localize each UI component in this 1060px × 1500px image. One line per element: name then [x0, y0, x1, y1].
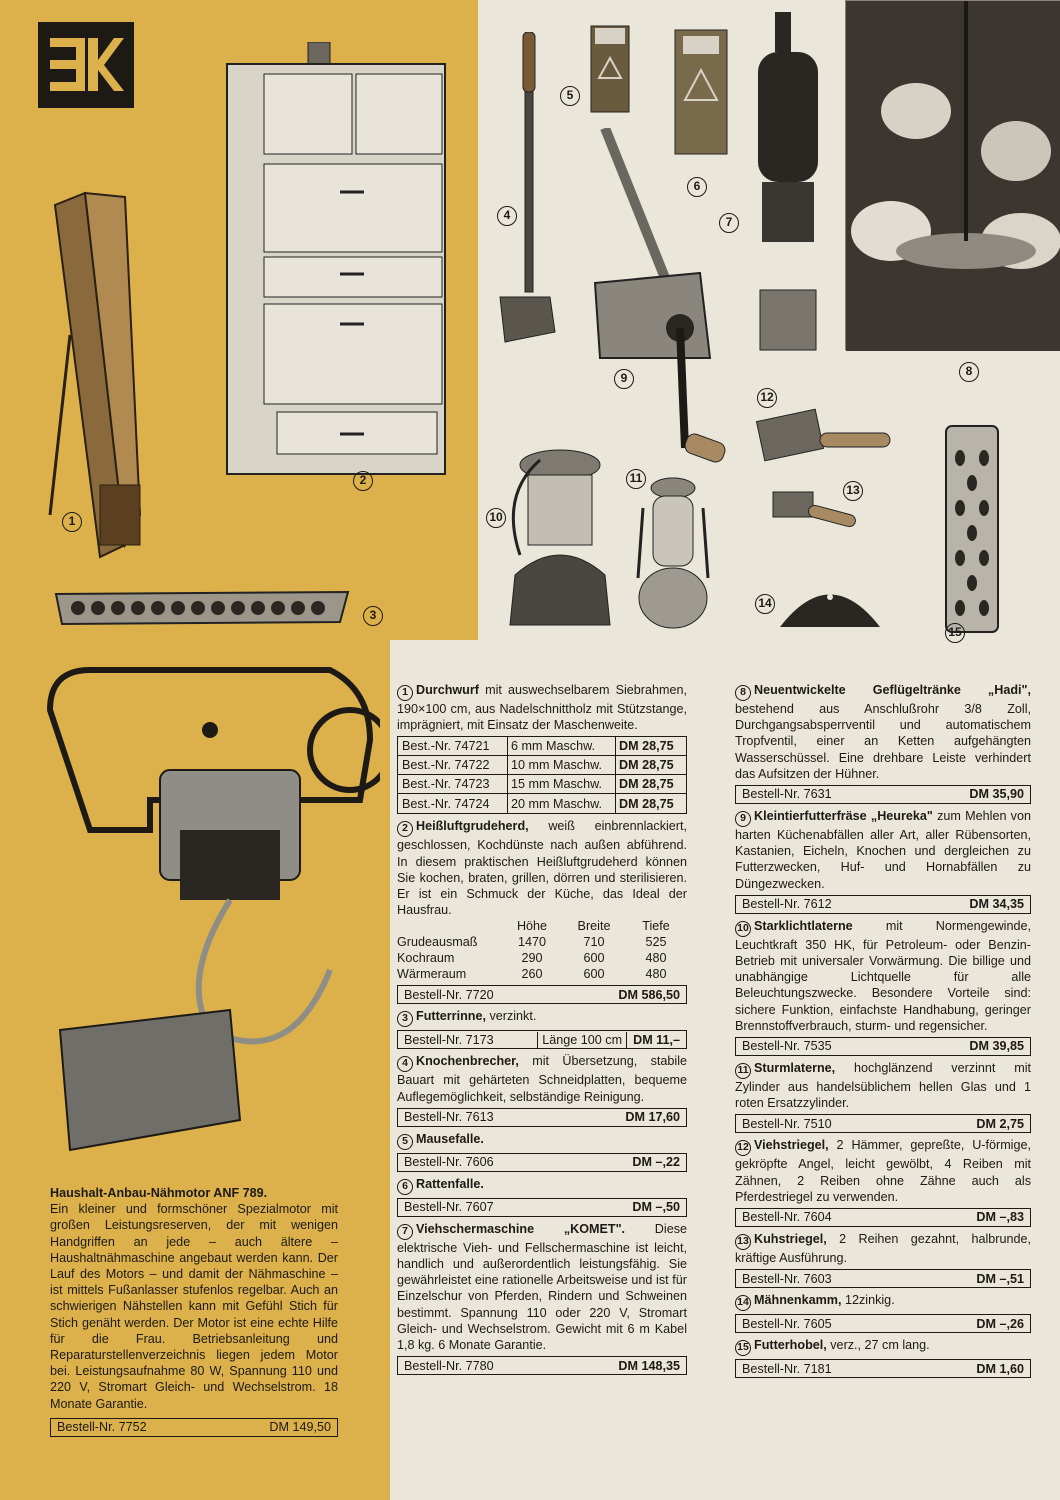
order-box: Bestell-Nr. 7780 DM 148,35: [397, 1356, 687, 1375]
item-11: 11 Sturmlaterne, hochglänzend verzinnt mit Zylinder aus handelsüblichem hellen Glas und 1 roten Ersatzzylinder. Bestell-Nr. 7510 DM 2,75: [735, 1060, 1031, 1133]
item-5: 5 Mausefalle. Bestell-Nr. 7606 DM –,22: [397, 1131, 687, 1172]
order-box: Bestell-Nr. 7606 DM –,22: [397, 1153, 687, 1172]
item-3: 3 Futterrinne, verzinkt. Bestell-Nr. 7173 Länge 100 cm DM 11,–: [397, 1008, 687, 1049]
item-15: 15 Futterhobel, verz., 27 cm lang. Bestell-Nr. 7181 DM 1,60: [735, 1337, 1031, 1378]
figure-label-13: 13: [843, 481, 863, 501]
order-box: Bestell-Nr. 7631 DM 35,90: [735, 785, 1031, 804]
order-box: Bestell-Nr. 7612 DM 34,35: [735, 895, 1031, 914]
right-column: [735, 682, 1031, 1381]
feed-trough-illustration: [48, 588, 358, 638]
price: DM 149,50: [269, 1420, 331, 1435]
item-6: 6 Rattenfalle. Bestell-Nr. 7607 DM –,50: [397, 1176, 687, 1217]
order-box: Bestell-Nr. 7535 DM 39,85: [735, 1037, 1031, 1056]
mane-comb-illustration: [775, 572, 885, 642]
figure-label-15: 15: [945, 623, 965, 643]
order-box: Bestell-Nr. 7720 DM 586,50: [397, 985, 687, 1004]
figure-label-1: 1: [62, 512, 82, 532]
motor-order-box: [50, 1418, 338, 1437]
order-box: Bestell-Nr. 7173 Länge 100 cm DM 11,–: [397, 1030, 687, 1049]
mouse-trap-illustration: [585, 18, 635, 118]
logo-mark-icon: [46, 30, 126, 100]
item-title: Heißluftgrudeherd,: [416, 819, 529, 834]
motor-section: [50, 1185, 338, 1440]
variant-row: Best.-Nr. 74723 15 mm Maschw. DM 28,75: [398, 775, 686, 794]
grater-illustration: [940, 418, 1005, 638]
sieve-frame-illustration: [30, 185, 150, 565]
dimensions-table: Höhe Breite Tiefe Grudeausmaß 1470 710 525 Kochraum 290 600 480 Wärmeraum 260 600 480: [397, 919, 670, 982]
order-box: Bestell-Nr. 7605 DM –,26: [735, 1314, 1031, 1333]
order-box: Bestell-Nr. 7604 DM –,83: [735, 1208, 1031, 1227]
poultry-drinker-image: [846, 1, 1060, 351]
figure-label-14: 14: [755, 594, 775, 614]
poultry-drinker-photo: [845, 0, 1060, 350]
figure-label-5: 5: [560, 86, 580, 106]
order-box: Bestell-Nr. 7603 DM –,51: [735, 1269, 1031, 1288]
bone-crusher-illustration: [495, 32, 565, 352]
variants-table: [397, 736, 687, 814]
figure-label-11: 11: [626, 469, 646, 489]
item-1: [397, 682, 687, 814]
storm-lantern-illustration: [633, 468, 713, 638]
item-title: Durchwurf: [416, 683, 479, 697]
motor-title: Haushalt-Anbau-Nähmotor ANF 789.: [50, 1186, 268, 1200]
variant-row: Best.-Nr. 74722 10 mm Maschw. DM 28,75: [398, 756, 686, 775]
middle-column: [397, 682, 687, 1378]
figure-label-4: 4: [497, 206, 517, 226]
figure-label-8: 8: [959, 362, 979, 382]
item-12: 12 Viehstriegel, 2 Hämmer, gepreßte, U-förmige, gekröpfte Angel, leicht gewölbt, 4 Reiben mit Zähnen, 2 Reiben ohne Zähne auch als Pferdestriegel zu verwenden. Bestell-Nr. 7604 DM –,83: [735, 1137, 1031, 1227]
item-8: 8 Neuentwickelte Geflügeltränke „Hadi", bestehend aus Anschlußrohr 3/8 Zoll, Durchgangsabsperrventil und automatischem Tropfventil, einer an Ketten aufgehängten Wasserschüssel. Eine drehbare Leiste verhindert das Aufsitzen der Hühner. Bestell-Nr. 7631 DM 35,90: [735, 682, 1031, 804]
figure-label-10: 10: [486, 508, 506, 528]
order-box: Bestell-Nr. 7607 DM –,50: [397, 1198, 687, 1217]
item-number: 1: [397, 685, 413, 701]
item-number: 2: [397, 821, 413, 837]
item-13: 13 Kuhstriegel, 2 Reihen gezahnt, halbrunde, kräftige Ausführung. Bestell-Nr. 7603 DM –,51: [735, 1231, 1031, 1288]
order-box: Bestell-Nr. 7613 DM 17,60: [397, 1108, 687, 1127]
item-2: [397, 818, 687, 1004]
item-7: 7 Viehschermaschine „KOMET". Diese elektrische Vieh- und Fellschermaschine ist leicht, handlich und außerordentlich leistungsfähig. Sie gewährleistet eine rationelle Arbeitsweise und ist für Einzelschur von Pferden, Rindern und Schweinen bestimmt. Spannung 110 oder 220 V, Stromart Gleich- und Wechselstrom. Gewicht mit 6 m Kabel 1,8 kg. 6 Monate Garantie. Bestell-Nr. 7780 DM 148,35: [397, 1221, 687, 1375]
item-text: mit auswechselbarem Siebrahmen, 190×100 cm, aus Nadelschnittholz mit Stützstange, imprägniert, mit Einsatz der Maschenweite.: [397, 683, 687, 733]
brand-logo: [38, 22, 134, 108]
figure-label-12: 12: [757, 388, 777, 408]
pressure-lantern-illustration: [500, 435, 620, 635]
curry-comb-illustration: [755, 405, 895, 475]
figure-label-2: 2: [353, 471, 373, 491]
item-9: 9 Kleintierfutterfräse „Heureka" zum Mehlen von harten Küchenabfällen aller Art, aller Rübensorten, Kastanien, Eicheln, Knochen und dergleichen zu Futterzwecken, Huf- und Hornabfällen zu Düngezwecken. Bestell-Nr. 7612 DM 34,35: [735, 808, 1031, 914]
motor-text: Ein kleiner und formschöner Spezialmotor mit großen Leistungsreserven, der mit wenigen Handgriffen an jede – auch ältere – Haushaltnähmaschine angebaut werden kann. Der Lauf des Motors – und damit der Nähmaschine – ist mittels Fußanlasser stufenlos regelbar. Auch an schwierigen Nähstellen kann mit Gefühl Stich für Stich genäht werden. Der Motor ist eine echte Hilfe für die Frau. Betriebsanleitung und Reparaturstellenverzeichnis liegen jedem Motor bei. Leistungsaufnahme 80 W, Spannung 110 und 220 V, Stromart Gleich- und Wechselstrom. 18 Monate Garantie.: [50, 1202, 338, 1411]
order-number: Bestell-Nr. 7752: [57, 1420, 147, 1435]
item-10: 10 Starklichtlaterne mit Normengewinde, Leuchtkraft 350 HK, für Petroleum- oder Benzin-Betrieb mit universaler Vorwärmung. Die billige und unabhängige Lichtquelle für alle Beleuchtungszwecke. Besondere Vorteile sind: sichere Funktion, einfachste Handhabung, geringer Brennstoffverbrauch, sturm- und regensicher. Bestell-Nr. 7535 DM 39,85: [735, 918, 1031, 1056]
clipper-illustration: [750, 12, 830, 352]
item-4: 4 Knochenbrecher, mit Übersetzung, stabile Bauart mit gehärteten Schneidplatten, bequeme Auflegemöglichkeit, selbständige Reinigung. Bestell-Nr. 7613 DM 17,60: [397, 1053, 687, 1126]
grinder-illustration: [585, 128, 745, 488]
stove-illustration: [222, 42, 452, 482]
item-14: 14 Mähnenkamm, 12zinkig. Bestell-Nr. 7605 DM –,26: [735, 1292, 1031, 1333]
order-box: Bestell-Nr. 7510 DM 2,75: [735, 1114, 1031, 1133]
figure-label-9: 9: [614, 369, 634, 389]
order-box: Bestell-Nr. 7181 DM 1,60: [735, 1359, 1031, 1378]
figure-label-7: 7: [719, 213, 739, 233]
figure-label-6: 6: [687, 177, 707, 197]
item-text: weiß einbrennlackiert, geschlossen, Kochdünste nach außen abführend. In diesem praktischen Heißluftgrudeherd können Sie kochen, braten, grillen, dörren und sterilisieren. Er ist ein Schmuck der Küche, das Ideal der Hausfrau.: [397, 819, 687, 918]
figure-label-3: 3: [363, 606, 383, 626]
sewing-motor-illustration: [30, 650, 380, 1170]
variant-row: Best.-Nr. 74721 6 mm Maschw. DM 28,75: [398, 737, 686, 756]
variant-row: Best.-Nr. 74724 20 mm Maschw. DM 28,75: [398, 794, 686, 813]
